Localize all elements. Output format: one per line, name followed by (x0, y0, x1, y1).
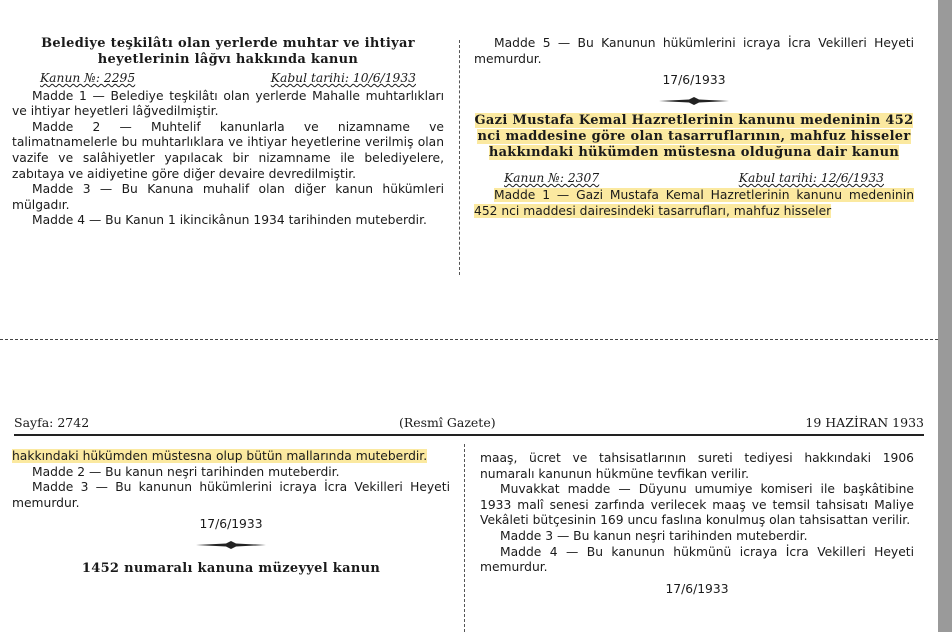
law-2307-article-1-continued: hakkındaki hükümden müstesna olup bütün mallarında muteberdir. (12, 449, 428, 463)
page-break-separator (0, 339, 938, 340)
law-2295-article-4: Madde 4 — Bu Kanun 1 ikincikânun 1934 tarihinden muteberdir. (32, 213, 427, 228)
law-2307-article-2: Madde 2 — Bu kanun neşri tarihinden muteberdir. (32, 464, 340, 479)
temporary-article: Muvakkat madde — Düyunu umumiye komiseri ile başkâtibine 1933 malî senesi zarfında verilecek maaş ve temsil tahsisatı Maliye Vekâleti bütçesinin 169 uncu faslına konulmuş olan tahsisattan verilir. (480, 482, 914, 528)
section-ornament-icon (196, 541, 266, 549)
header-rule (14, 434, 924, 436)
law-2295-meta (12, 71, 444, 87)
law-2295-title: Belediye teşkilâtı olan yerlerde muhtar ve ihtiyar heyetlerinin lâğvı hakkında kanun (41, 36, 415, 67)
prev-law-date: 17/6/1933 (665, 581, 729, 596)
law-2295-accept-date: Kabul tarihi: 10/6/1933 (270, 71, 416, 85)
law-2295-article-2: Madde 2 — Muhtelif kanunlarla ve nizamname ve talimatnamelerle bu muhtarlıklara ve ihtiyar heyetlerine verilmiş olan vazife ve salâhiyetler yapılacak bir nizamname ile belediyelere, zabıtaya ve aidiyetine göre diğer devaire devredilmiştir. (12, 119, 444, 181)
prev-law-continued: maaş, ücret ve tahsisatlarının sureti tediyesi hakkındaki 1906 numaralı kanunun hükmüne tevfikan verilir. (480, 451, 914, 481)
law-2307-accept-date: Kabul tarihi: 12/6/1933 (738, 170, 884, 185)
page2-column-divider (464, 444, 465, 632)
page1-column-divider (459, 40, 460, 275)
page-number: Sayfa: 2742 (14, 415, 90, 430)
page1-left-column (12, 36, 444, 229)
law-prev-date: 17/6/1933 (662, 73, 726, 88)
page2-left-column (12, 449, 450, 577)
law-2307-article-3: Madde 3 — Bu kanunun hükümlerini icraya İcra Vekilleri Heyeti memurdur. (12, 480, 450, 510)
prev-law-article-3: Madde 3 — Bu kanun neşri tarihinden muteberdir. (500, 528, 808, 543)
law-2295-number: Kanun №: 2295 (40, 71, 136, 85)
gazette-page-header (14, 415, 924, 430)
issue-date: 19 HAZİRAN 1933 (805, 415, 924, 430)
prev-law-article-4: Madde 4 — Bu kanunun hükmünü icraya İcra Vekilleri Heyeti memurdur. (480, 544, 914, 575)
page2-right-column (480, 451, 914, 597)
scrollbar[interactable] (938, 0, 952, 632)
law-1452-addendum-title: 1452 numaralı kanuna müzeyyel kanun (81, 560, 381, 576)
law-2307-date: 17/6/1933 (199, 517, 263, 532)
law-2307-meta (474, 171, 914, 187)
gazette-name: (Resmî Gazete) (398, 415, 496, 430)
law-prev-article-5: Madde 5 — Bu Kanunun hükümlerini icraya İcra Vekilleri Heyeti memurdur. (474, 36, 914, 66)
law-2295-article-1: Madde 1 — Belediye teşkilâtı olan yerlerde Mahalle muhtarlıkları ve ihtiyar heyetleri lâğvedilmiştir. (12, 88, 444, 119)
page1-right-column (474, 36, 914, 220)
law-2295-article-3: Madde 3 — Bu Kanuna muhalif olan diğer kanun hükümleri mülgadır. (12, 182, 444, 212)
law-2307-title: Gazi Mustafa Kemal Hazretlerinin kanunu medeninin 452 nci maddesine göre olan tasarruflarının, mahfuz hisseler hakkındaki hükümden müstesna olduğuna dair kanun (474, 112, 914, 160)
section-ornament-icon (659, 97, 729, 105)
law-2307-number: Kanun №: 2307 (504, 170, 600, 185)
law-2307-article-1: Madde 1 — Gazi Mustafa Kemal Hazretlerinin kanunu medeninin 452 nci maddesi dairesindeki tasarrufları, mahfuz hisseler (474, 188, 914, 218)
